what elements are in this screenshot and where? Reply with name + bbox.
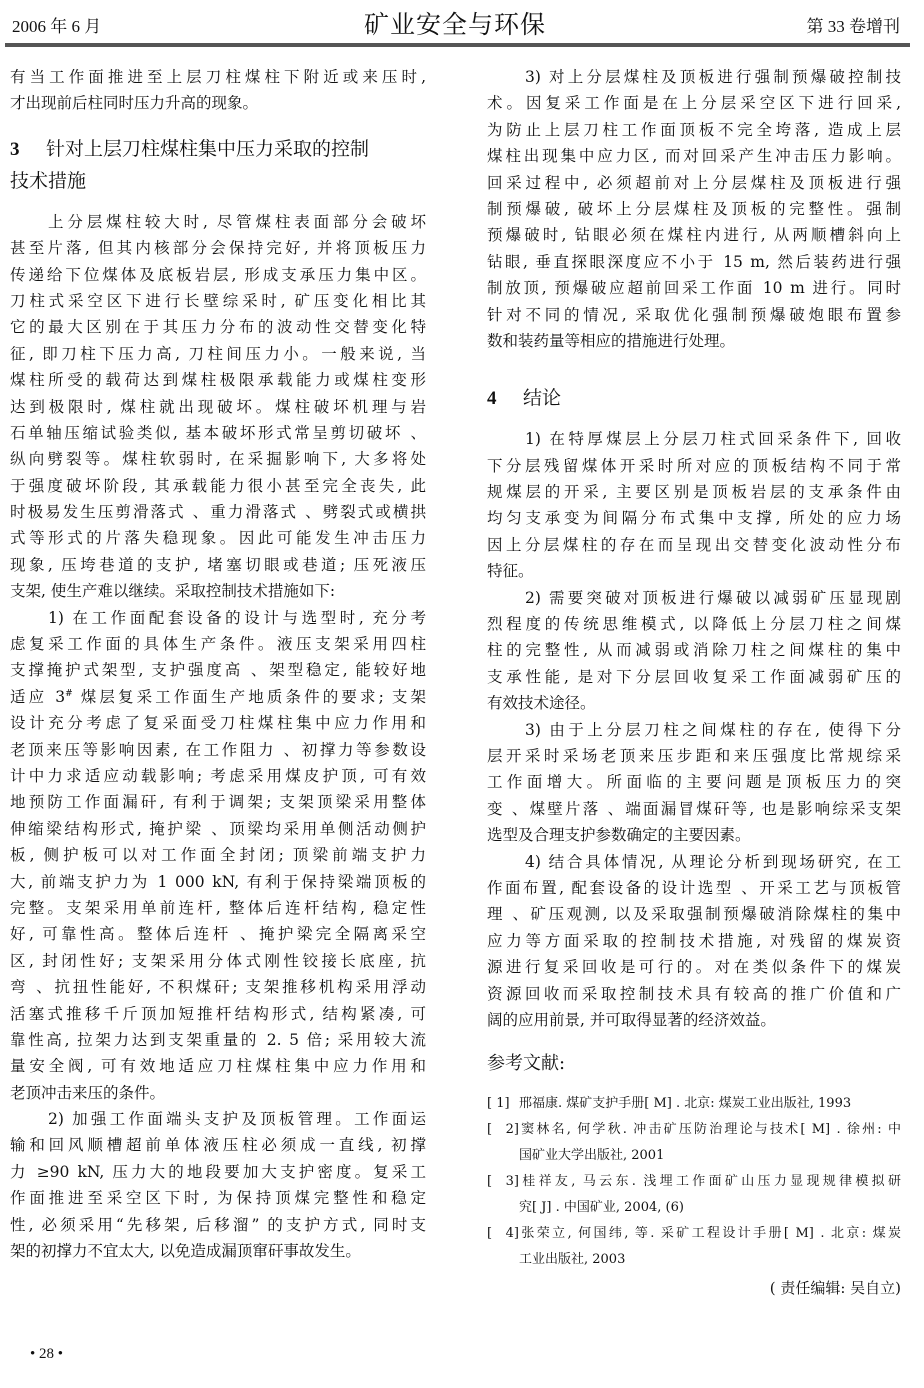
text-line: 3) 对上分层煤柱及顶板进行强制预爆破控制技 bbox=[525, 68, 901, 86]
section-title-line: 针对上层刀柱煤柱集中压力采取的控制 bbox=[46, 137, 370, 160]
volume-label: 第 33 卷增刊 bbox=[806, 17, 900, 36]
conclusion-1 bbox=[487, 426, 901, 584]
text-line: 力 ≥90 kN, 压力大的地段要加大支护密度。复采工 bbox=[10, 1162, 426, 1181]
text-line: 大, 前端支护力为 1 000 kN, 有利于保持梁端顶板的 bbox=[10, 872, 426, 891]
text-line: 架的初撑力不宜太大, 以免造成漏顶窜矸事故发生。 bbox=[10, 1242, 361, 1261]
reference-item bbox=[487, 1091, 901, 1117]
text-line: 均匀支承变为间隔分布式集中支撑, 所处的应力场 bbox=[487, 509, 901, 528]
text-line: 作面布置, 配套设备的设计选型 、开采工艺与顶板管 bbox=[487, 878, 901, 897]
text-line: 理 、矿压观测, 以及采取强制预爆破消除煤柱的集中 bbox=[487, 905, 901, 924]
conclusion-4 bbox=[487, 849, 901, 1034]
text-line: 征, 即刀柱下压力高, 刀柱间压力小。一般来说, 当 bbox=[10, 344, 426, 363]
text-line: 制预爆破, 破坏上分层煤柱及顶板的完整性。强制 bbox=[487, 199, 901, 218]
reference-text-continued: 工业出版社, 2003 bbox=[519, 1252, 626, 1268]
text-line: 它的最大区别在于其压力分布的波动性交替变化特 bbox=[10, 318, 426, 337]
text-line: 支撑掩护式架型, 支护强度高 、架型稳定, 能较好地 bbox=[10, 661, 426, 680]
running-header bbox=[10, 0, 900, 44]
reference-text: 窦林名, 何学秋. 冲击矿压防治理论与技术[ M] . 徐州: 中 bbox=[519, 1122, 901, 1138]
text-line: 靠性高, 拉架力达到支架重量的 2. 5 倍; 采用较大流 bbox=[10, 1030, 426, 1049]
text-line: 石单轴压缩试验类似, 基本破坏形式常呈剪切破坏 、 bbox=[10, 423, 426, 442]
reference-text-continued: 究[ J] . 中国矿业, 2004, (6) bbox=[519, 1200, 684, 1216]
reference-text: 桂祥友, 马云东. 浅埋工作面矿山压力显现规律模拟研 bbox=[519, 1174, 901, 1190]
text-line: 选型及合理支护参数确定的主要因素。 bbox=[487, 826, 751, 845]
text-line: 伸缩梁结构形式, 掩护梁 、顶梁均采用单侧活动侧护 bbox=[10, 819, 426, 838]
journal-title: 矿业安全与环保 bbox=[363, 10, 546, 39]
text-line: 规煤层的开采, 主要区别是顶板岩层的支承条件由 bbox=[487, 483, 901, 502]
text-line: 特征。 bbox=[487, 562, 534, 581]
text-line: 才出现前后柱同时压力升高的现象。 bbox=[10, 94, 259, 113]
text-line: 阔的应用前景, 并可取得显著的经济效益。 bbox=[487, 1010, 776, 1029]
text-line: 源进行复采回收是可行的。对在类似条件下的煤炭 bbox=[487, 958, 901, 977]
text-line: 于强度破坏阶段, 其承载能力很小甚至完全丧失, 此 bbox=[10, 476, 426, 495]
text-line: 地预防工作面漏矸, 有利于调架; 支架顶梁采用整体 bbox=[10, 793, 426, 812]
reference-item bbox=[487, 1117, 901, 1143]
text-line: 纵向劈裂等。煤柱软弱时, 在采掘影响下, 大多将处 bbox=[10, 450, 426, 469]
text-line: 达到极限时, 煤柱就出现破坏。煤柱破坏机理与岩 bbox=[10, 397, 426, 416]
reference-number: [ 4] bbox=[487, 1226, 519, 1242]
conclusion-2 bbox=[487, 585, 901, 717]
left-column bbox=[10, 64, 426, 1264]
text-line: 层开采时采场老顶来压步距和来压强度比常规综采 bbox=[487, 746, 901, 765]
text-line: 4) 结合具体情况, 从理论分析到现场研究, 在工 bbox=[525, 852, 901, 871]
text-line: 性, 必须采用“先移架, 后移溜” 的支护方式, 同时支 bbox=[10, 1215, 426, 1234]
reference-text: 邢福康. 煤矿支护手册[ M] . 北京: 煤炭工业出版社, 1993 bbox=[519, 1096, 852, 1112]
text-line: 为防止上层刀柱工作面顶板不完全垮落, 造成上层 bbox=[487, 120, 901, 139]
reference-text: 张荣立, 何国纬, 等. 采矿工程设计手册[ M] . 北京: 煤炭 bbox=[519, 1226, 901, 1242]
text-line: 计中力求适应动载影响; 考虑采用煤皮护顶, 可有效 bbox=[10, 766, 426, 785]
section-title-line: 技术措施 bbox=[10, 169, 87, 192]
reference-item bbox=[487, 1221, 901, 1247]
paragraph-measure-1 bbox=[10, 605, 426, 1106]
section-number: 4 bbox=[487, 388, 497, 410]
responsible-editor: ( 责任编辑: 吴自立) bbox=[769, 1279, 901, 1298]
text-line: 刀柱式采空区下进行长壁综采时, 矿压变化相比其 bbox=[10, 291, 426, 310]
page-number: • 28 • bbox=[30, 1346, 64, 1362]
section-3-heading bbox=[10, 133, 426, 197]
reference-number: [ 3] bbox=[487, 1174, 519, 1190]
text-line: 老顶来压等影响因素, 在工作阻力 、初撑力等参数设 bbox=[10, 740, 426, 759]
text-line: 活塞式推移千斤顶加短推杆结构形式, 结构紧凑, 可 bbox=[10, 1004, 426, 1023]
text-line: 老顶冲击来压的条件。 bbox=[10, 1083, 166, 1102]
text-line: 现象, 压垮巷道的支护, 堵塞切眼或巷道; 压死液压 bbox=[10, 555, 426, 574]
text-line: 3) 由于上分层刀柱之间煤柱的存在, 使得下分 bbox=[525, 720, 901, 739]
text-line: 烈程度的传统思维模式, 以降低上分层刀柱之间煤 bbox=[487, 615, 901, 634]
right-column bbox=[487, 64, 901, 1303]
text-line: 时极易发生压剪滑落式 、重力滑落式 、劈裂式或横拱 bbox=[10, 503, 426, 522]
text-line: 式等形式的片落失稳现象。因此可能发生冲击压力 bbox=[10, 529, 426, 548]
reference-text-continued: 国矿业大学出版社, 2001 bbox=[519, 1148, 665, 1164]
text-line: 煤柱所受的载荷达到煤柱极限承载能力或煤柱变形 bbox=[10, 371, 426, 390]
text-line: 有当工作面推进至上层刀柱煤柱下附近或来压时, bbox=[10, 68, 426, 86]
text-line: 钻眼, 垂直探眼深度应不小于 15 m, 然后装药进行强 bbox=[487, 252, 901, 271]
text-line: 区, 封闭性好; 支架采用分体式刚性铰接长底座, 抗 bbox=[10, 951, 426, 970]
text-line: 虑复采工作面的具体生产条件。液压支架采用四柱 bbox=[10, 635, 426, 654]
text-line: 好, 可靠性高。整体后连杆 、掩护梁完全隔离采空 bbox=[10, 925, 426, 944]
text-line: 完整。支架采用单前连杆, 整体后连杆结构, 稳定性 bbox=[10, 898, 426, 917]
text-line: 设计充分考虑了复采面受刀柱煤柱集中应力作用和 bbox=[10, 714, 426, 733]
text-line: 1) 在特厚煤层上分层刀柱式回采条件下, 回收 bbox=[525, 430, 901, 449]
text-line: 煤柱出现集中应力区, 而对回采产生冲击压力影响。 bbox=[487, 147, 901, 166]
intro-paragraph bbox=[10, 64, 426, 117]
paragraph-measure-3 bbox=[487, 64, 901, 354]
text-line: 支承性能, 是对下分层回收复采工作面减弱矿压的 bbox=[487, 667, 901, 686]
text-line: 回采过程中, 必须超前对上分层煤柱及顶板进行强 bbox=[487, 173, 901, 192]
section-title: 结论 bbox=[523, 387, 562, 410]
text-line: 数和装药量等相应的措施进行处理。 bbox=[487, 331, 736, 350]
paragraph-coal-pillar bbox=[10, 209, 426, 605]
text-line: 术。因复采工作面是在上分层采空区下进行回采, bbox=[487, 94, 901, 113]
text-span: 煤层复采工作面生产地质条件的要求; 支架 bbox=[72, 687, 426, 706]
text-line bbox=[10, 684, 426, 710]
text-line: 预爆破时, 钻眼必须在煤柱内进行, 从两顺槽斜向上 bbox=[487, 226, 901, 245]
text-line: 输和回风顺槽超前单体液压柱必须成一直线, 初撑 bbox=[10, 1136, 426, 1155]
text-line: 制放顶, 预爆破应超前回采工作面 10 m 进行。同时 bbox=[487, 279, 901, 298]
text-line: 针对不同的情况, 采取优化强制预爆破炮眼布置参 bbox=[487, 305, 901, 324]
text-line: 资源回收而采取控制技术具有较高的推广价值和广 bbox=[487, 984, 901, 1003]
reference-list bbox=[487, 1091, 901, 1273]
section-4-heading bbox=[487, 382, 901, 414]
text-line: 支架, 使生产难以继续。采取控制技术措施如下: bbox=[10, 582, 336, 601]
header-rule bbox=[5, 43, 910, 47]
text-line: 有效技术途径。 bbox=[487, 694, 596, 713]
references-heading: 参考文献: bbox=[487, 1053, 566, 1075]
text-line: 上分层煤柱较大时, 尽管煤柱表面部分会破坏 bbox=[48, 212, 426, 231]
text-line: 弯 、抗扭性能好, 不积煤矸; 支架推移机构采用浮动 bbox=[10, 978, 426, 997]
text-line: 1) 在工作面配套设备的设计与选型时, 充分考 bbox=[48, 608, 426, 627]
text-line: 工作面增大。所面临的主要问题是顶板压力的突 bbox=[487, 773, 901, 792]
conclusion-3 bbox=[487, 717, 901, 849]
text-line: 2) 加强工作面端头支护及顶板管理。工作面运 bbox=[48, 1110, 426, 1129]
text-line: 应力等方面采取的控制技术措施, 对残留的煤炭资 bbox=[487, 931, 901, 950]
text-line: 量安全阀, 可有效地适应刀柱煤柱集中应力作用和 bbox=[10, 1057, 426, 1076]
seam-number-mark: # bbox=[65, 688, 73, 699]
text-line: 变 、煤壁片落 、端面漏冒煤矸等, 也是影响综采支架 bbox=[487, 799, 901, 818]
text-line: 甚至片落, 但其内核部分会保持完好, 并将顶板压力 bbox=[10, 239, 426, 258]
text-line: 板, 侧护板可以对工作面全封闭; 顶梁前端支护力 bbox=[10, 846, 426, 865]
issue-date: 2006 年 6 月 bbox=[12, 17, 102, 36]
text-line: 因上分层煤柱的存在而呈现出交替变化波动性分布 bbox=[487, 535, 901, 554]
reference-item bbox=[487, 1169, 901, 1195]
text-span: 适应 3 bbox=[10, 687, 66, 706]
text-line: 传递给下位煤体及底板岩层, 形成支承压力集中区。 bbox=[10, 265, 426, 284]
text-line: 作面推进至采空区下时, 为保持顶煤完整性和稳定 bbox=[10, 1189, 426, 1208]
paragraph-measure-2 bbox=[10, 1106, 426, 1264]
reference-number: [ 1] bbox=[487, 1096, 510, 1112]
text-line: 柱的完整性, 从而减弱或消除刀柱之间煤柱的集中 bbox=[487, 641, 901, 660]
text-line: 下分层残留煤体开采时所对应的顶板结构不同于常 bbox=[487, 456, 901, 475]
section-number: 3 bbox=[10, 138, 20, 160]
text-line: 2) 需要突破对顶板进行爆破以减弱矿压显现剧 bbox=[525, 588, 901, 607]
reference-number: [ 2] bbox=[487, 1122, 519, 1138]
